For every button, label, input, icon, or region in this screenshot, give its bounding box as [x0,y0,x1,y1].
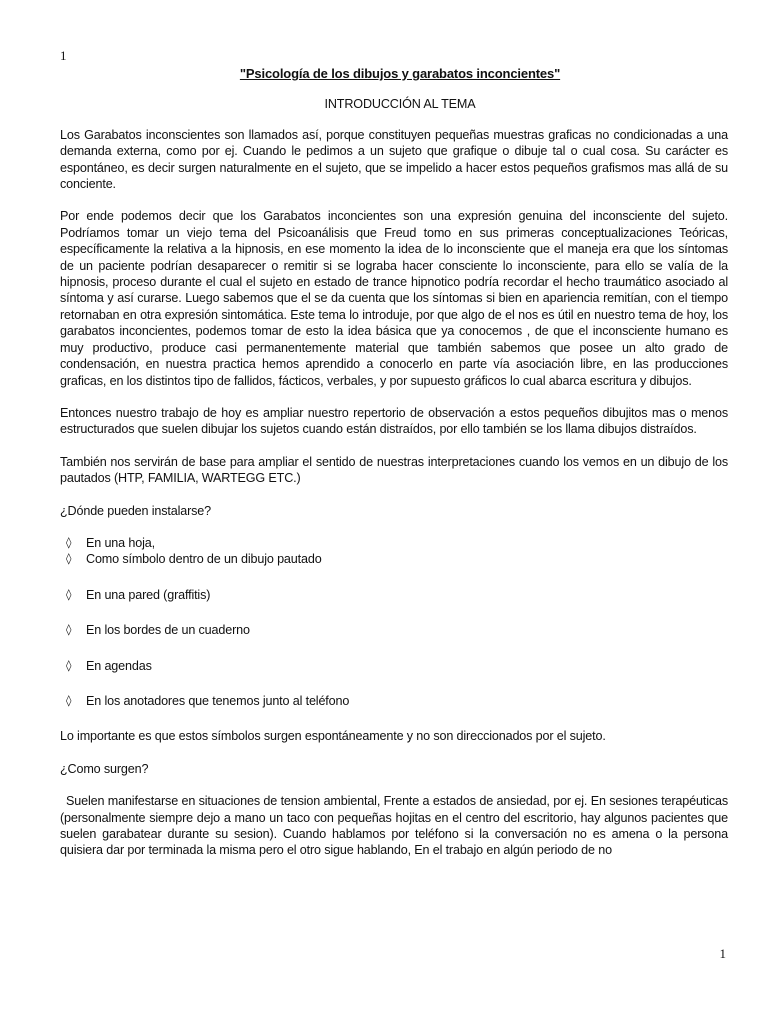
list-item [60,622,728,638]
paragraph-freud: Por ende podemos decir que los Garabatos inconcientes son una expresión genuina del inconsciente del sujeto. Podríamos tomar un viejo tema del Psicoanálisis que Freud tomo en sus primeras conceptualizaciones Teóricas, específicamente la relativa a la hipnosis, en ese momento la idea de lo inconsciente que el maneja era que los síntomas de un paciente podrían desaparecer o remitir si se lograba hacer consciente lo inconsciente, para ello se valía de la hipnosis, proceso durante el cual el sujeto en estado de trance hipnotico podría recordar el hecho traumático asociado al síntoma y así curarse. Luego sabemos que el se da cuenta que los síntomas si bien en apariencia remitían, con el tiempo retornaban en otra expresión sintomática. Este tema lo introduje, por que algo de el nos es útil en nuestro tema de hoy, los garabatos inconcientes, podemos tomar de esto la idea básica que ya conocemos , de que el inconsciente humano es muy productivo, produce casi permanentemente material que también sabemos que posee un alto grado de condensación, en nuestra practica hemos aprendido a conocerlo en parte vía asociación libre, en las producciones graficas, en los distintos tipo de fallidos, fácticos, verbales, y por supuesto gráficos lo cual abarca escritura y dibujos. [60,209,728,388]
list-item-text: En una pared (graffitis) [86,587,211,602]
list-item-text: En agendas [86,658,152,673]
list-item [60,551,728,567]
list-item [60,658,728,674]
page-number-bottom: 1 [719,946,726,961]
diamond-bullet-icon: ◊ [66,693,72,707]
list-item [60,587,728,603]
paragraph-how: Suelen manifestarse en situaciones de tension ambiental, Frente a estados de ansiedad, por ej. En sesiones terapéuticas (personalmente siempre dejo a mano un taco con pequeñas hojitas en el centro del escritorio, hay algunos pacientes que suelen garabatear durante su sesion). Cuando hablamos por teléfono si la conversación no es amena o la persona quisiera dar por terminada la misma pero el otro sigue hablando, En el trabajo en algún periodo de no [60,794,728,858]
page-number-top: 1 [60,48,67,63]
question-how: ¿Como surgen? [60,761,149,776]
list-item-text: En los bordes de un cuaderno [86,623,250,638]
diamond-bullet-icon: ◊ [66,552,72,566]
diamond-bullet-icon: ◊ [66,623,72,637]
paragraph-work: Entonces nuestro trabajo de hoy es ampliar nuestro repertorio de observación a estos pequeños dibujitos mas o menos estructurados que suelen dibujar los sujetos cuando están distraídos, por ello también se los llama dibujos distraídos. [60,405,728,437]
section-heading: INTRODUCCIÓN AL TEMA [324,97,476,112]
list-item-text: En los anotadores que tenemos junto al teléfono [86,693,350,708]
places-list [60,535,728,709]
question-where: ¿Dónde pueden instalarse? [60,503,211,518]
diamond-bullet-icon: ◊ [66,535,72,549]
important-note: Lo importante es que estos símbolos surgen espontáneamente y no son direccionados por el sujeto. [60,729,606,744]
diamond-bullet-icon: ◊ [66,658,72,672]
list-item [60,693,728,709]
document-title: "Psicología de los dibujos y garabatos inconcientes" [239,66,561,81]
document-body [60,66,728,875]
list-item-text: Como símbolo dentro de un dibujo pautado [86,552,322,567]
paragraph-intro: Los Garabatos inconscientes son llamados así, porque constituyen pequeñas muestras graficas no condicionadas a una demanda externa, como por ej. Cuando le pedimos a un sujeto que grafique o dibuje tal o cual cosa. Su carácter es espontáneo, es decir surgen naturalmente en el sujeto, que se impelido a hacer estos pequeños grafismos mas allá de su conciente. [60,127,728,192]
diamond-bullet-icon: ◊ [66,587,72,601]
list-item [60,535,728,551]
paragraph-tests: También nos servirán de base para ampliar el sentido de nuestras interpretaciones cuando los vemos en un dibujo de los pautados (HTP, FAMILIA, WARTEGG ETC.) [60,454,728,486]
list-item-text: En una hoja, [86,535,155,550]
